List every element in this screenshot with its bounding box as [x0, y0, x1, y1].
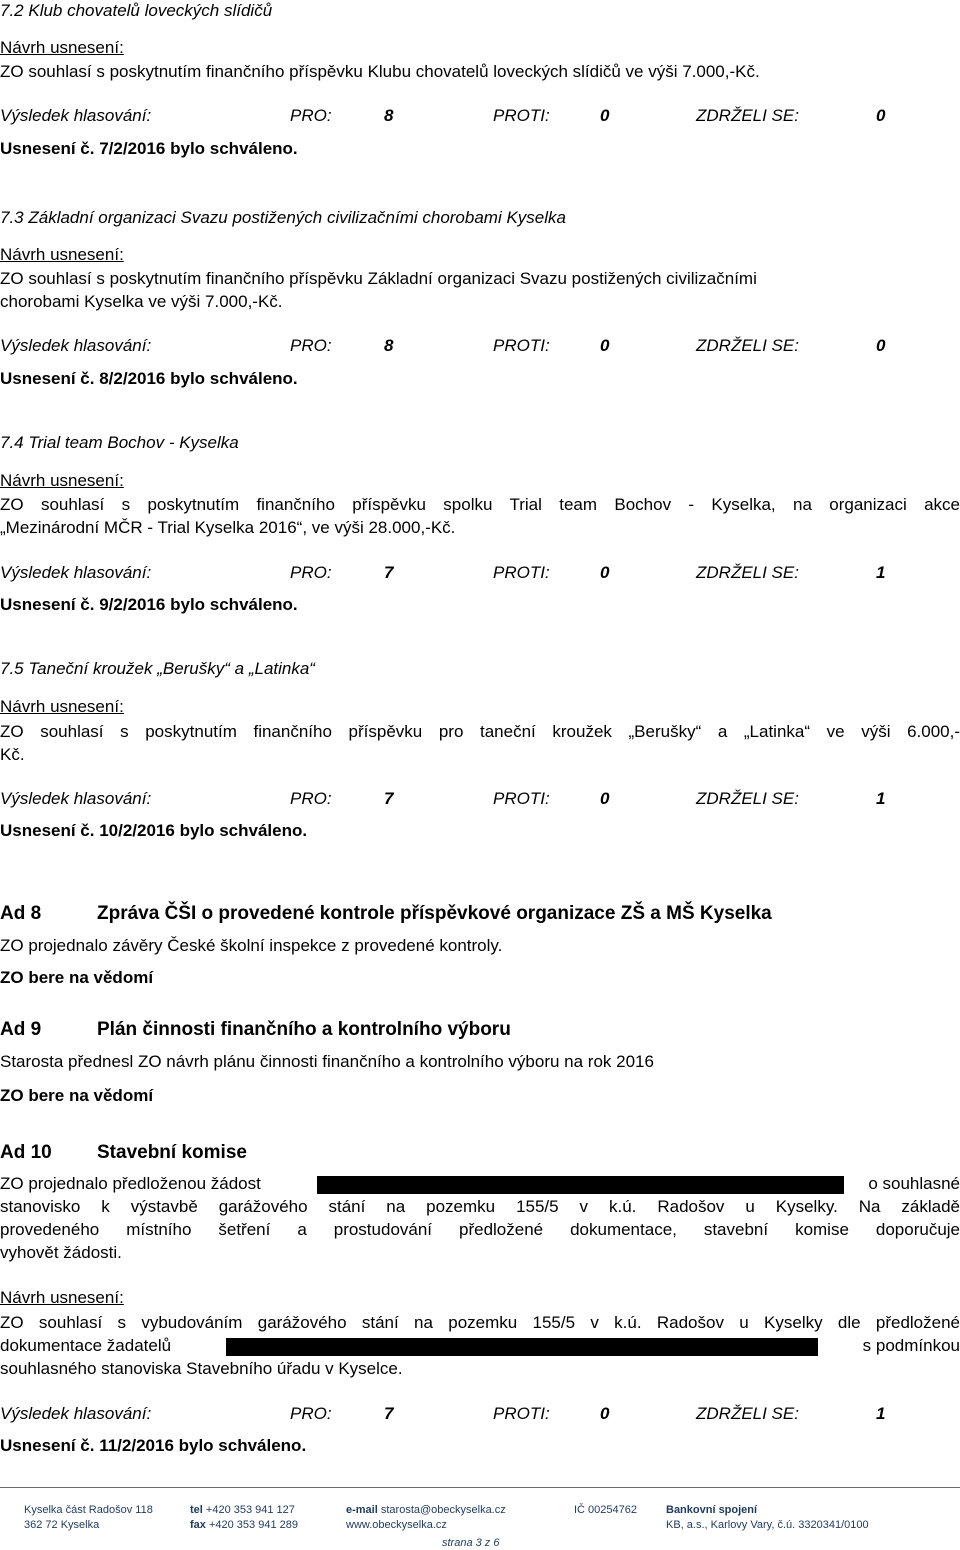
navrh-usneseni-label: Návrh usnesení: — [0, 245, 124, 264]
zdrzeli-count: 1 — [876, 789, 886, 808]
proposal-text-line: ZO souhlasí s poskytnutím finančního příspěvku spolku Trial team Bochov - Kyselka, na organizaci akce — [0, 495, 960, 514]
vote-label: Výsledek hlasování: — [0, 563, 152, 582]
proposal-text-line: ZO souhlasí s poskytnutím finančního příspěvku Základní organizaci Svazu postižených civilizačními — [0, 269, 757, 288]
vote-result-row — [0, 561, 960, 584]
proposal-text: ZO souhlasí s poskytnutím finančního příspěvku Klubu chovatelů loveckých slídičů ve výši 7.000,-Kč. — [0, 62, 760, 81]
request-text-line: provedeného místního šetření a prostudování předložené dokumentace, stavební komise doporučuje — [0, 1220, 960, 1239]
zdrzeli-label: ZDRŽELI SE: — [696, 106, 799, 125]
pro-count: 8 — [384, 336, 394, 355]
vote-label: Výsledek hlasování: — [0, 1404, 152, 1423]
section-heading-7-2: 7.2 Klub chovatelů loveckých slídičů — [0, 1, 273, 20]
footer-tel-label: tel — [190, 1504, 203, 1516]
page-number: strana 3 z 6 — [442, 1537, 500, 1549]
resolution-result: Usnesení č. 8/2/2016 bylo schváleno. — [0, 369, 298, 388]
footer-email — [346, 1503, 506, 1517]
pro-count: 7 — [384, 789, 394, 808]
proti-count: 0 — [600, 789, 610, 808]
resolution-result: Usnesení č. 11/2/2016 bylo schváleno. — [0, 1436, 307, 1455]
vote-label: Výsledek hlasování: — [0, 336, 152, 355]
pro-label: PRO: — [290, 336, 332, 355]
agenda-text: ZO projednalo závěry České školní inspekce z provedené kontroly. — [0, 936, 503, 955]
proposal-text-line: ZO souhlasí s vybudováním garážového stání na pozemku 155/5 v k.ú. Radošov u Kyselky dle předložené — [0, 1313, 960, 1332]
proti-label: PROTI: — [493, 106, 550, 125]
footer-address-line: 362 72 Kyselka — [24, 1519, 100, 1531]
navrh-usneseni-label: Návrh usnesení: — [0, 1288, 124, 1307]
navrh-usneseni-label: Návrh usnesení: — [0, 471, 124, 490]
proposal-text-line: ZO souhlasí s poskytnutím finančního příspěvku pro taneční kroužek „Berušky“ a „Latinka“ ve výši 6.000,- — [0, 722, 960, 741]
footer-bank-label: Bankovní spojení — [666, 1504, 758, 1516]
zdrzeli-count: 0 — [876, 106, 886, 125]
vote-label: Výsledek hlasování: — [0, 789, 152, 808]
proposal-text-start: dokumentace žadatelů — [0, 1336, 172, 1355]
navrh-usneseni-label: Návrh usnesení: — [0, 697, 124, 716]
request-text-start: ZO projednalo předloženou žádost — [0, 1174, 261, 1193]
footer-fax-label: fax — [190, 1519, 206, 1531]
zdrzeli-count: 1 — [876, 563, 886, 582]
agenda-title: Plán činnosti finančního a kontrolního výboru — [97, 1019, 511, 1040]
footer-address-line: Kyselka část Radošov 118 — [24, 1504, 153, 1516]
pro-label: PRO: — [290, 789, 332, 808]
proposal-text-line: souhlasného stanoviska Stavebního úřadu v Kyselce. — [0, 1359, 403, 1378]
vote-result-row — [0, 104, 960, 127]
resolution-result: Usnesení č. 10/2/2016 bylo schváleno. — [0, 821, 308, 840]
acknowledgement: ZO bere na vědomí — [0, 968, 154, 987]
zdrzeli-label: ZDRŽELI SE: — [696, 336, 799, 355]
pro-count: 7 — [384, 1404, 394, 1423]
redacted-block — [317, 1174, 844, 1197]
proti-count: 0 — [600, 563, 610, 582]
footer-ic: IČ 00254762 — [574, 1504, 637, 1516]
proti-label: PROTI: — [493, 1404, 550, 1423]
section-heading-7-4: 7.4 Trial team Bochov - Kyselka — [0, 433, 239, 452]
agenda-title: Zpráva ČŠI o provedené kontrole příspěvkové organizace ZŠ a MŠ Kyselka — [97, 903, 772, 924]
request-text-end: o souhlasné — [868, 1174, 960, 1193]
zdrzeli-count: 1 — [876, 1404, 886, 1423]
acknowledgement: ZO bere na vědomí — [0, 1086, 154, 1105]
footer-fax — [190, 1518, 298, 1532]
footer-email-label: e-mail — [346, 1504, 378, 1516]
footer-tel: +420 353 941 127 — [205, 1504, 295, 1516]
section-heading-7-5: 7.5 Taneční kroužek „Berušky“ a „Latinka“ — [0, 659, 315, 678]
proposal-text-end: s podmínkou — [862, 1336, 960, 1355]
pro-label: PRO: — [290, 106, 332, 125]
zdrzeli-label: ZDRŽELI SE: — [696, 1404, 799, 1423]
footer-web-link[interactable]: www.obeckyselka.cz — [346, 1519, 447, 1531]
navrh-usneseni-label: Návrh usnesení: — [0, 38, 124, 57]
proti-label: PROTI: — [493, 563, 550, 582]
pro-count: 8 — [384, 106, 394, 125]
proposal-text-line: chorobami Kyselka ve výši 7.000,-Kč. — [0, 292, 283, 311]
agenda-number: Ad 8 — [0, 903, 42, 924]
agenda-number: Ad 9 — [0, 1019, 42, 1040]
proti-label: PROTI: — [493, 789, 550, 808]
proti-label: PROTI: — [493, 336, 550, 355]
zdrzeli-label: ZDRŽELI SE: — [696, 563, 799, 582]
resolution-result: Usnesení č. 7/2/2016 bylo schváleno. — [0, 139, 298, 158]
agenda-text: Starosta přednesl ZO návrh plánu činnosti finančního a kontrolního výboru na rok 2016 — [0, 1052, 654, 1071]
proposal-text-line: Kč. — [0, 745, 25, 764]
request-text-line: stanovisko k výstavbě garážového stání na pozemku 155/5 v k.ú. Radošov u Kyselky. Na základě — [0, 1197, 960, 1216]
footer-bank-account: KB, a.s., Karlovy Vary, č.ú. 3320341/0100 — [666, 1519, 869, 1531]
request-text-line: vyhovět žádosti. — [0, 1243, 122, 1262]
agenda-title: Stavební komise — [97, 1142, 247, 1163]
resolution-result: Usnesení č. 9/2/2016 bylo schváleno. — [0, 595, 298, 614]
proti-count: 0 — [600, 336, 610, 355]
agenda-number: Ad 10 — [0, 1142, 52, 1163]
redacted-block — [226, 1336, 818, 1359]
vote-result-row — [0, 787, 960, 810]
pro-label: PRO: — [290, 563, 332, 582]
proti-count: 0 — [600, 106, 610, 125]
footer-divider — [0, 1487, 960, 1488]
pro-label: PRO: — [290, 1404, 332, 1423]
vote-result-row — [0, 1402, 960, 1425]
vote-label: Výsledek hlasování: — [0, 106, 152, 125]
section-heading-7-3: 7.3 Základní organizaci Svazu postižených civilizačními chorobami Kyselka — [0, 208, 566, 227]
vote-result-row — [0, 334, 960, 357]
zdrzeli-count: 0 — [876, 336, 886, 355]
footer-email-address[interactable]: starosta@obeckyselka.cz — [380, 1504, 506, 1516]
zdrzeli-label: ZDRŽELI SE: — [696, 789, 799, 808]
footer-fax-number: +420 353 941 289 — [208, 1519, 298, 1531]
proposal-text-line: „Mezinárodní MČR - Trial Kyselka 2016“, ve výši 28.000,-Kč. — [0, 518, 456, 537]
pro-count: 7 — [384, 563, 394, 582]
proti-count: 0 — [600, 1404, 610, 1423]
footer-phone — [190, 1503, 295, 1517]
